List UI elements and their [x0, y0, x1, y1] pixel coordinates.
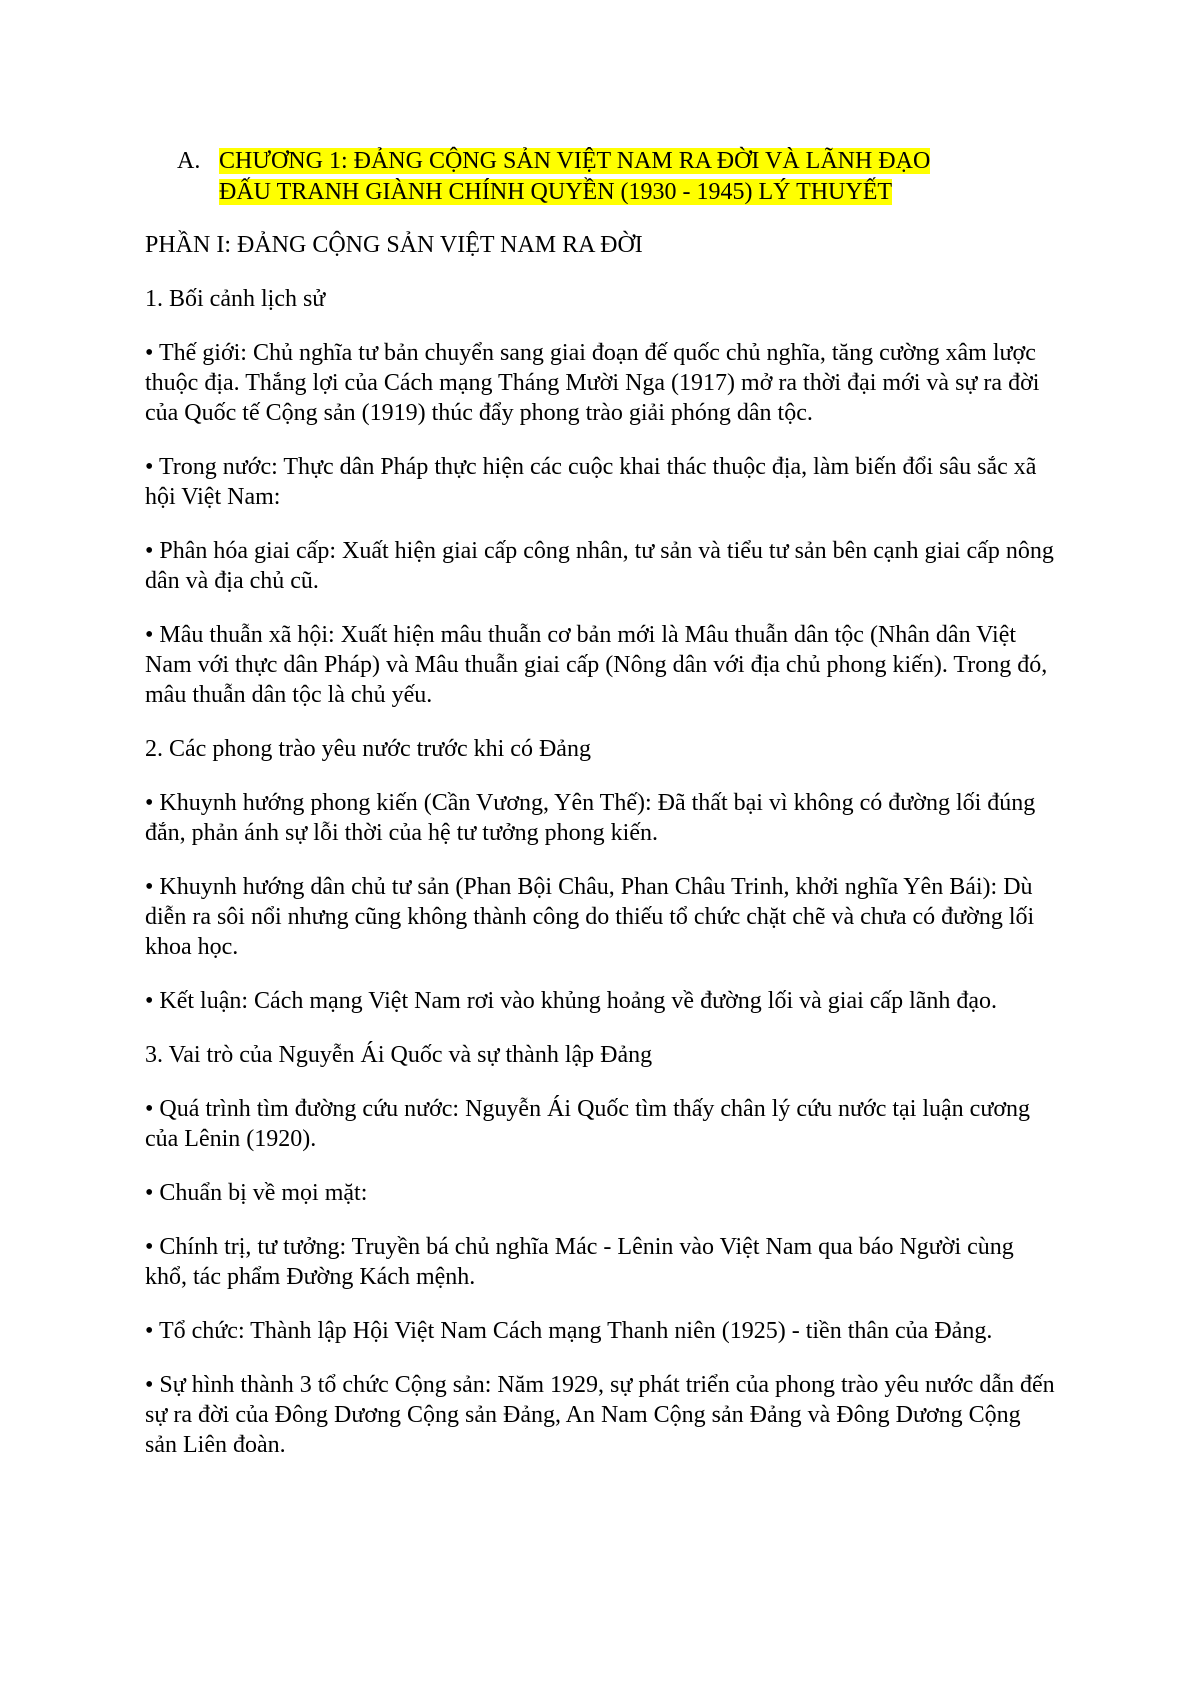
bullet-paragraph: • Chuẩn bị về mọi mặt: [145, 1180, 368, 1206]
section-title: PHẦN I: ĐẢNG CỘNG SẢN VIỆT NAM RA ĐỜI [145, 232, 643, 258]
subsection-heading: 1. Bối cảnh lịch sử [145, 286, 326, 312]
bullet-paragraph: • Khuynh hướng dân chủ tư sản (Phan Bội Châu, Phan Châu Trinh, khởi nghĩa Yên Bái): Dù diễn ra sôi nổi nhưng cũng không thành công do thiếu tổ chức chặt chẽ và chưa có đường lối khoa học. [145, 874, 1035, 960]
bullet-paragraph: • Thế giới: Chủ nghĩa tư bản chuyển sang giai đoạn đế quốc chủ nghĩa, tăng cường xâm lược thuộc địa. Thắng lợi của Cách mạng Tháng Mười Nga (1917) mở ra thời đại mới và sự ra đời của Quốc tế Cộng sản (1919) thúc đẩy phong trào giải phóng dân tộc. [145, 340, 1040, 426]
bullet-paragraph: • Quá trình tìm đường cứu nước: Nguyễn Ái Quốc tìm thấy chân lý cứu nước tại luận cương của Lênin (1920). [145, 1096, 1031, 1152]
bullet-paragraph: • Mâu thuẫn xã hội: Xuất hiện mâu thuẫn cơ bản mới là Mâu thuẫn dân tộc (Nhân dân Việt Nam với thực dân Pháp) và Mâu thuẫn giai cấp (Nông dân với địa chủ phong kiến). Trong đó, mâu thuẫn dân tộc là chủ yếu. [145, 622, 1048, 708]
chapter-title [219, 146, 1060, 208]
bullet-paragraph: • Kết luận: Cách mạng Việt Nam rơi vào khủng hoảng về đường lối và giai cấp lãnh đạo. [145, 988, 998, 1014]
chapter-title-line-2: ĐẤU TRANH GIÀNH CHÍNH QUYỀN (1930 - 1945) LÝ THUYẾT [219, 179, 893, 205]
bullet-paragraph: • Trong nước: Thực dân Pháp thực hiện các cuộc khai thác thuộc địa, làm biến đổi sâu sắc xã hội Việt Nam: [145, 454, 1037, 510]
subsection-heading: 2. Các phong trào yêu nước trước khi có Đảng [145, 736, 591, 762]
bullet-paragraph: • Sự hình thành 3 tổ chức Cộng sản: Năm 1929, sự phát triển của phong trào yêu nước dẫn đến sự ra đời của Đông Dương Cộng sản Đảng, An Nam Cộng sản Đảng và Đông Dương Cộng sản Liên đoàn. [145, 1372, 1055, 1458]
list-marker: A. [177, 148, 201, 174]
chapter-title-line-1: CHƯƠNG 1: ĐẢNG CỘNG SẢN VIỆT NAM RA ĐỜI VÀ LÃNH ĐẠO [219, 148, 931, 174]
bullet-paragraph: • Tổ chức: Thành lập Hội Việt Nam Cách mạng Thanh niên (1925) - tiền thân của Đảng. [145, 1318, 993, 1344]
bullet-paragraph: • Phân hóa giai cấp: Xuất hiện giai cấp công nhân, tư sản và tiểu tư sản bên cạnh giai cấp nông dân và địa chủ cũ. [145, 538, 1054, 594]
bullet-paragraph: • Chính trị, tư tưởng: Truyền bá chủ nghĩa Mác - Lênin vào Việt Nam qua báo Người cùng khổ, tác phẩm Đường Kách mệnh. [145, 1234, 1014, 1290]
subsection-heading: 3. Vai trò của Nguyễn Ái Quốc và sự thành lập Đảng [145, 1042, 653, 1068]
bullet-paragraph: • Khuynh hướng phong kiến (Cần Vương, Yên Thế): Đã thất bại vì không có đường lối đúng đắn, phản ánh sự lỗi thời của hệ tư tưởng phong kiến. [145, 790, 1036, 846]
chapter-heading [177, 146, 1060, 208]
